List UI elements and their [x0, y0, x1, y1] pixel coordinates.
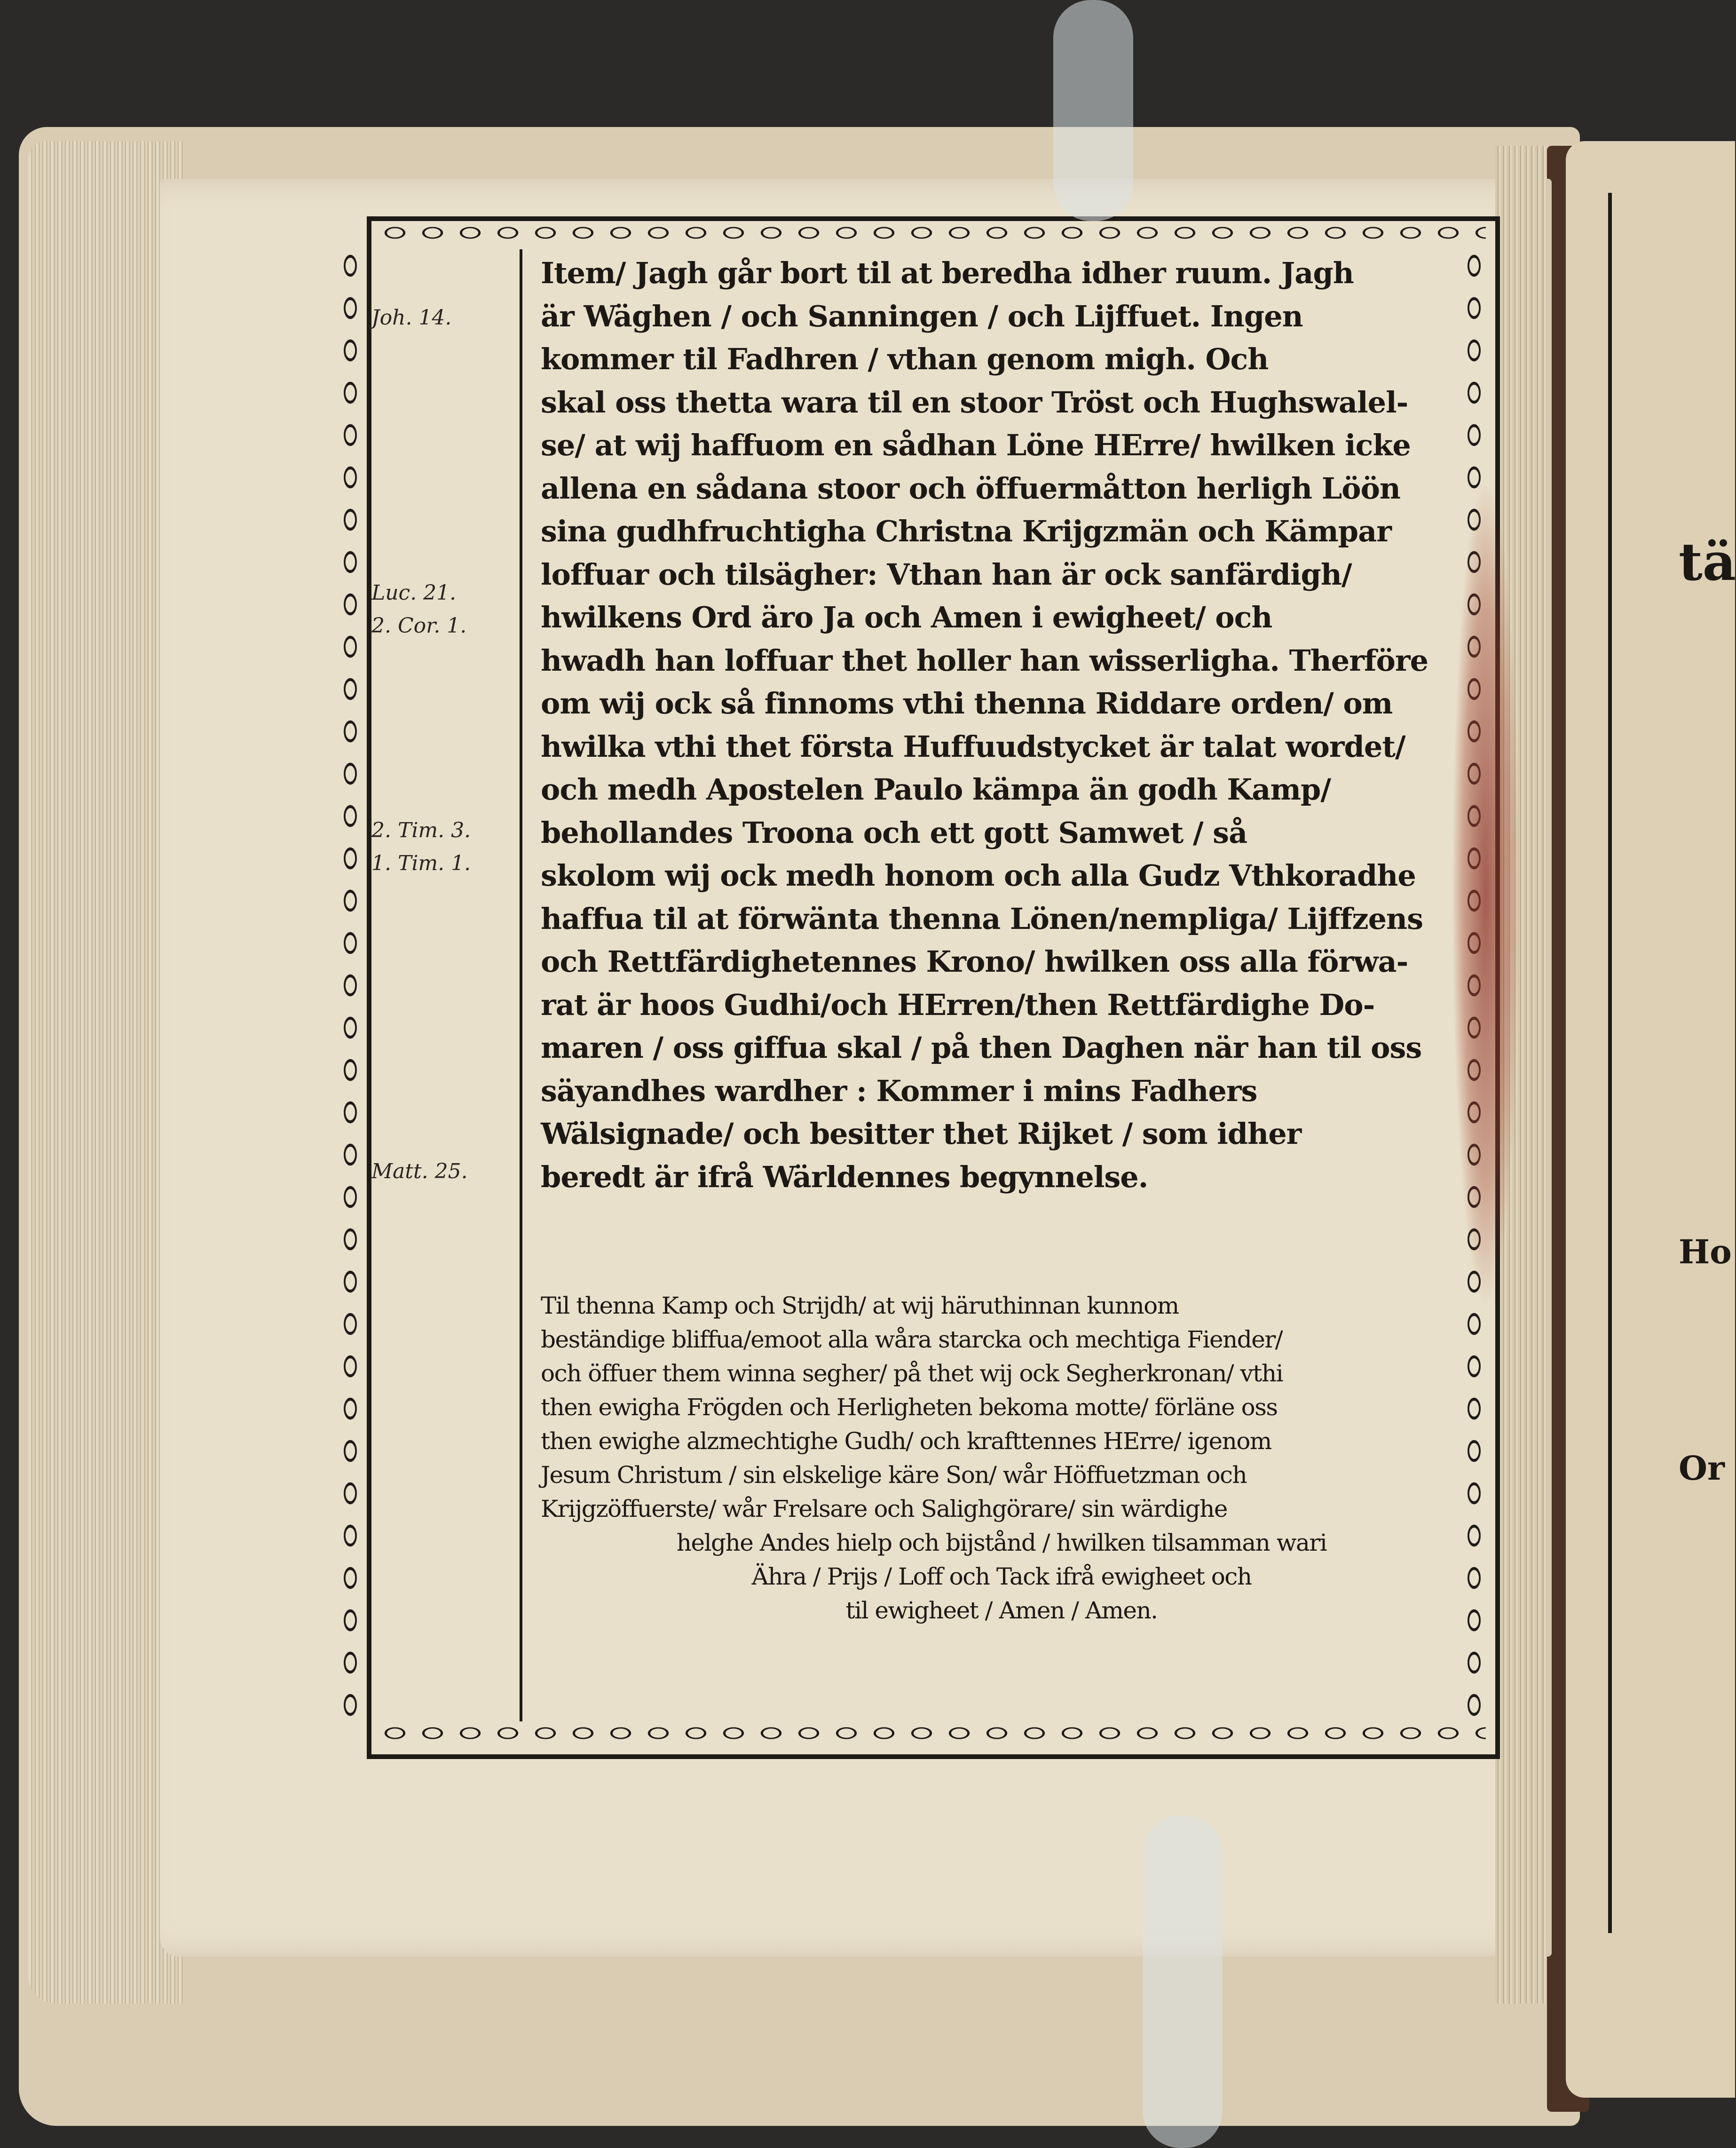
ornament-border-left — [334, 245, 367, 1721]
margin-rule — [520, 249, 522, 1721]
text-line: kommer til Fadhren / vthan genom migh. Och — [541, 342, 1269, 376]
prayer-line: Ähra / Prijs / Loff och Tack ifrå ewigheet och — [751, 1563, 1252, 1590]
text-line: säyandhes wardher : Kommer i mins Fadhers — [541, 1073, 1257, 1108]
text-line: skolom wij ock medh honom och alla Gudz Vthkoradhe — [541, 858, 1416, 893]
page-clip-top — [1053, 0, 1133, 221]
prayer-line: och öffuer them winna segher/ på thet wij ock Segherkronan/ vthi — [541, 1360, 1283, 1387]
side-note: Luc. 21. — [371, 581, 457, 605]
text-line: skal oss thetta wara til en stoor Tröst och Hughswalel- — [541, 385, 1408, 420]
text-line: hwilka vthi thet första Huffuudstycket är talat wordet/ — [541, 729, 1405, 764]
ornament-border-top — [376, 221, 1486, 245]
text-line: och Rettfärdighetennes Krono/ hwilken oss alla förwa- — [541, 944, 1408, 979]
prayer-line: then ewighe alzmechtighe Gudh/ och krafttennes HErre/ igenom — [541, 1427, 1271, 1455]
text-line: är Wäghen / och Sanningen / och Lijffuet. Ingen — [541, 299, 1303, 333]
text-line: haffua til at förwänta thenna Lönen/nempliga/ Lijffzens — [541, 901, 1423, 936]
prayer-line: helghe Andes hielp och bijstånd / hwilken tilsamman wari — [676, 1529, 1327, 1556]
text-line: behollandes Troona och ett gott Samwet / så — [541, 815, 1247, 850]
side-note: 1. Tim. 1. — [371, 851, 471, 875]
ornament-border-bottom — [376, 1721, 1486, 1745]
text-line: loffuar och tilsägher: Vthan han är ock sanfärdigh/ — [541, 557, 1352, 592]
red-stain — [1439, 329, 1533, 1529]
prayer-block — [541, 1289, 1462, 1627]
text-line: maren / oss giffua skal / på then Daghen när han til oss — [541, 1030, 1422, 1065]
side-note: 2. Tim. 3. — [371, 818, 471, 842]
text-line: och medh Apostelen Paulo kämpa än godh Kamp/ — [541, 772, 1331, 807]
text-line: beredt är ifrå Wärldennes begynnelse. — [541, 1159, 1148, 1194]
text-line: Wälsignade/ och besitter thet Rijket / som idher — [541, 1117, 1302, 1151]
text-line: se/ at wij haffuom en sådhan Löne HErre/ hwilken icke — [541, 428, 1411, 462]
prayer-line: Krijgzöffuerste/ wår Frelsare och Salighgörare/ sin wärdighe — [541, 1495, 1227, 1522]
text-line: sina gudhfruchtigha Christna Krijgzmän och Kämpar — [541, 514, 1391, 548]
side-note: Matt. 25. — [371, 1159, 468, 1183]
prayer-line: til ewigheet / Amen / Amen. — [845, 1597, 1158, 1624]
page-clip-bottom — [1143, 1815, 1223, 2148]
text-line: om wij ock så finnoms vthi thenna Riddare orden/ om — [541, 686, 1393, 721]
prayer-line: then ewigha Frögden och Herligheten bekoma motte/ förläne oss — [541, 1394, 1278, 1421]
text-line: Item/ Jagh går bort til at beredha idher ruum. Jagh — [541, 256, 1354, 290]
main-text-block — [541, 252, 1462, 1198]
text-line: hwilkens Ord äro Ja och Amen i ewigheet/ och — [541, 600, 1272, 634]
right-page-border — [1608, 193, 1722, 1933]
text-line: rat är hoos Gudhi/och HErren/then Rettfärdighe Do- — [541, 987, 1375, 1022]
text-line: hwadh han loffuar thet holler han wisserligha. Therföre — [541, 643, 1428, 678]
prayer-line: Jesum Christum / sin elskelige käre Son/ wår Höffuetzman och — [541, 1461, 1247, 1489]
right-page-text: tä — [1679, 531, 1736, 592]
side-note: Joh. 14. — [371, 306, 452, 330]
right-page-text: Ho — [1679, 1232, 1732, 1271]
side-note: 2. Cor. 1. — [371, 614, 467, 638]
text-line: allena en sådana stoor och öffuermåtton herligh Löön — [541, 471, 1401, 506]
prayer-line: beständige bliffua/emoot alla wåra starcka och mechtiga Fiender/ — [541, 1326, 1283, 1353]
right-page-text: Or — [1679, 1449, 1725, 1488]
prayer-line: Til thenna Kamp och Strijdh/ at wij häruthinnan kunnom — [541, 1292, 1179, 1319]
